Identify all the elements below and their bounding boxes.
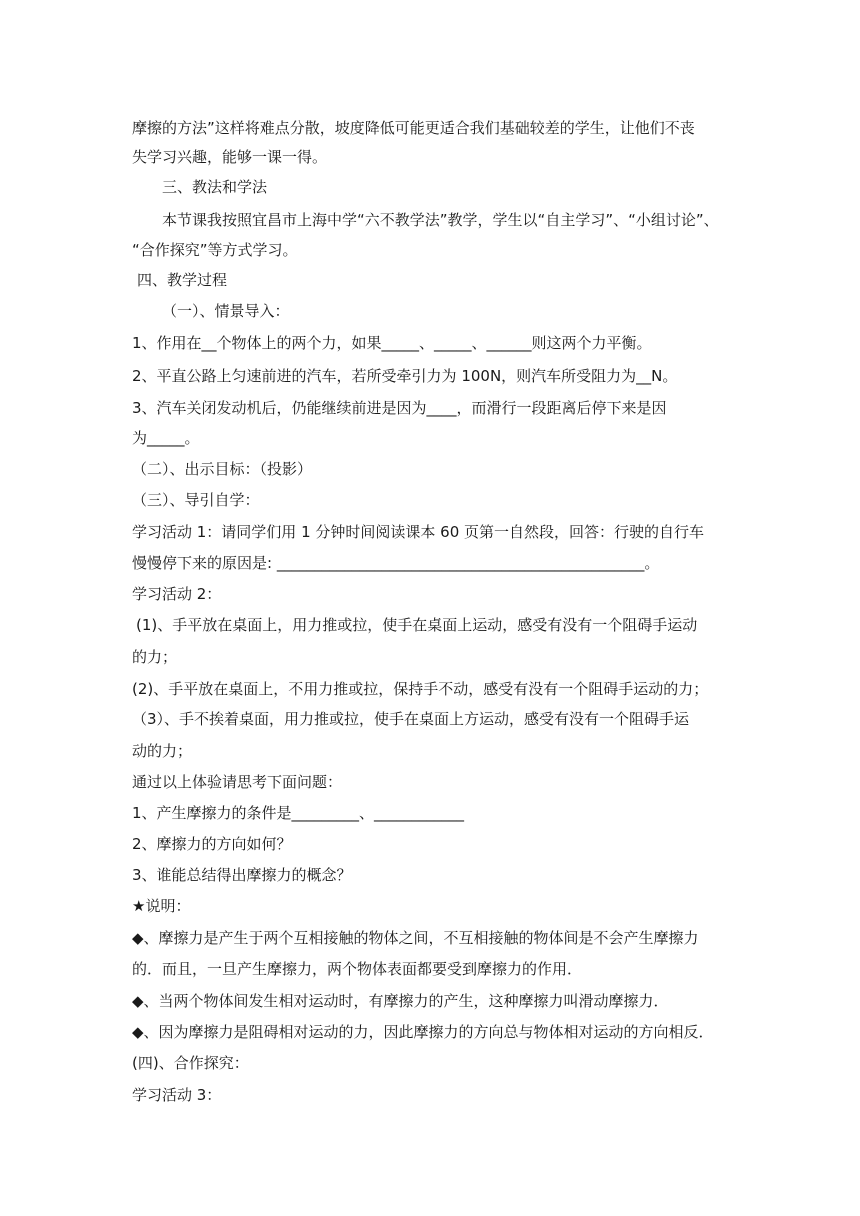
paragraph-line: 通过以上体验请思考下面问题： (132, 773, 343, 791)
section-heading: 三、教法和学法 (162, 178, 268, 196)
note-line: 的．而且，一旦产生摩擦力，两个物体表面都要受到摩擦力的作用． (132, 960, 583, 978)
activity-step: (1)、手平放在桌面上，用力推或拉，使手在桌面上运动，感受有没有一个阻碍手运动 (136, 616, 698, 634)
subsection-heading: （一）、情景导入： (162, 302, 290, 320)
question-line: 2、平直公路上匀速前进的汽车，若所受牵引力为 100N，则汽车所受阻力为__N。 (132, 367, 678, 385)
paragraph-line: “合作探究”等方式学习。 (132, 241, 298, 259)
subsection-heading: （三）、导引自学： (132, 491, 260, 509)
note-heading: ★说明： (132, 897, 191, 915)
subsection-heading: （二）、出示目标：（投影） (132, 460, 313, 478)
paragraph-line: 摩擦的方法”这样将难点分散，坡度降低可能更适合我们基础较差的学生，让他们不丧 (132, 119, 695, 137)
note-line: ◆、摩擦力是产生于两个互相接触的物体之间，不互相接触的物体间是不会产生摩擦力 (132, 929, 699, 947)
activity-step: 动的力； (132, 742, 193, 760)
section-heading: 四、教学过程 (137, 271, 228, 289)
question-line: 1、作用在__个物体上的两个力，如果_____、_____、______则这两个力平衡。 (132, 334, 652, 352)
activity-heading: 学习活动 2： (132, 585, 222, 603)
subsection-heading: (四)、合作探究： (132, 1054, 249, 1072)
question-line: 2、摩擦力的方向如何？ (132, 835, 292, 853)
activity-heading: 学习活动 3： (132, 1086, 222, 1104)
paragraph-line: 失学习兴趣，能够一课一得。 (132, 148, 328, 166)
note-line: ◆、因为摩擦力是阻碍相对运动的力，因此摩擦力的方向总与物体相对运动的方向相反． (132, 1023, 714, 1041)
question-line: 3、汽车关闭发动机后，仍能继续前进是因为____，而滑行一段距离后停下来是因 (132, 399, 667, 417)
activity-step: (2)、手平放在桌面上，不用力推或拉，保持手不动，感受有没有一个阻碍手运动的力； (132, 680, 709, 698)
question-line: 为_____。 (132, 429, 200, 447)
question-line: 3、谁能总结得出摩擦力的概念？ (132, 866, 352, 884)
activity-step: 的力； (132, 648, 178, 666)
activity-line: 慢慢停下来的原因是: _________________________________________________。 (132, 554, 660, 572)
note-line: ◆、当两个物体间发生相对运动时，有摩擦力的产生，这种摩擦力叫滑动摩擦力． (132, 992, 669, 1010)
activity-step: （3）、手不挨着桌面，用力推或拉，使手在桌面上方运动，感受有没有一个阻碍手运 (132, 710, 690, 728)
activity-line: 学习活动 1：请同学们用 1 分钟时间阅读课本 60 页第一自然段，回答：行驶的自行车 (132, 523, 705, 541)
question-line: 1、产生摩擦力的条件是_________、____________ (132, 804, 465, 822)
paragraph-line: 本节课我按照宜昌市上海中学“六不教学法”教学，学生以“自主学习”、“小组讨论”、 (162, 211, 719, 229)
